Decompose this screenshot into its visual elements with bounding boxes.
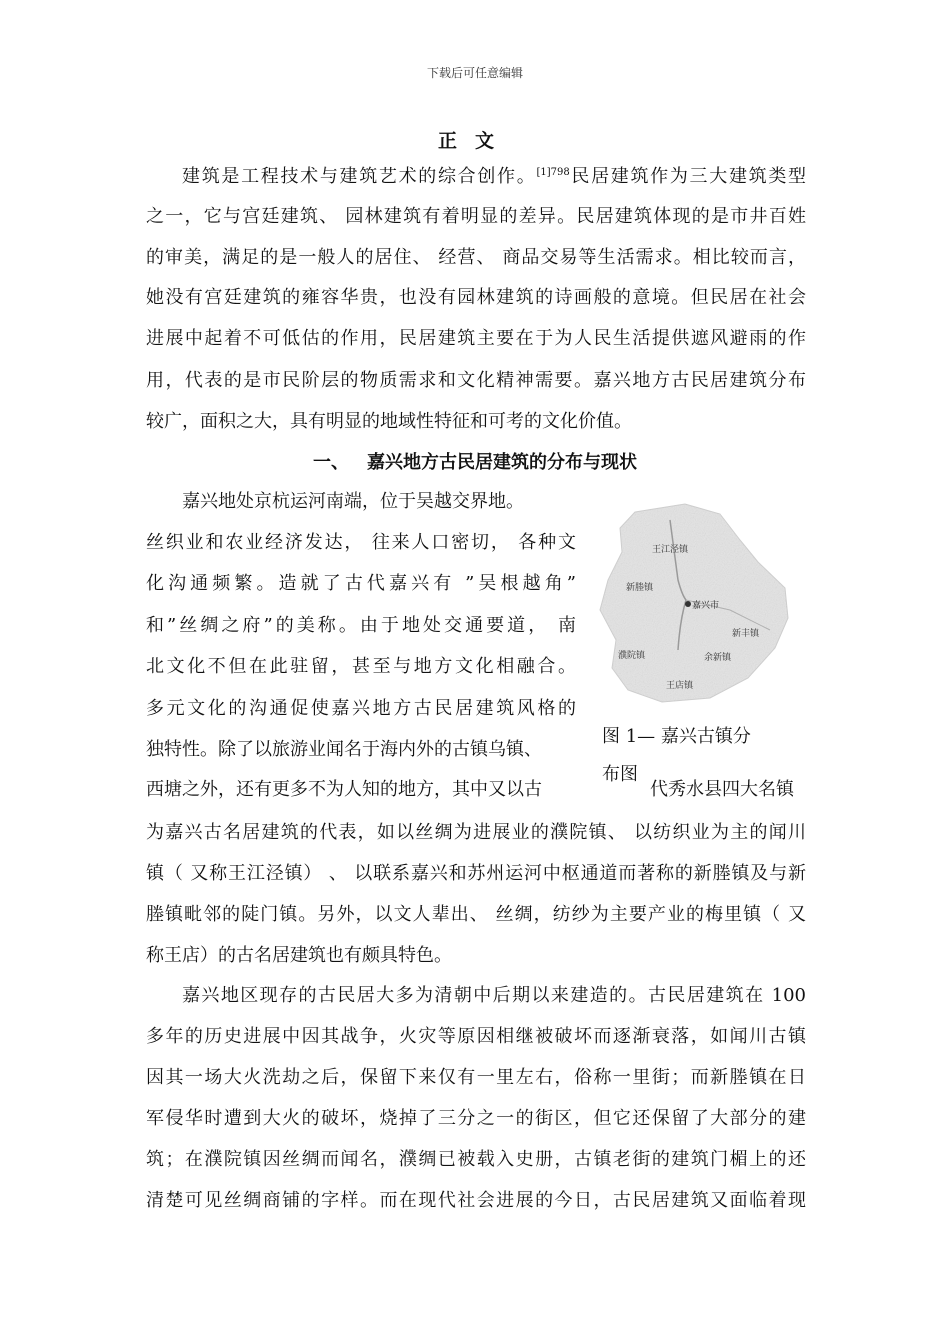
figure-caption: 图 1— 嘉兴古镇分 (602, 726, 751, 747)
paragraph-line: 建筑是工程技术与建筑艺术的综合创作。$^{[1]798}$民居建筑作为三大建筑类型 (182, 166, 807, 187)
paragraph-line: 和”丝绸之府”的美称。由于地处交通要道， 南 (146, 615, 576, 636)
page-title: 正文 (437, 130, 512, 152)
map-label-xinfeng: 新丰镇 (732, 629, 760, 639)
paragraph-line: 丝织业和农业经济发达， 往来人口密切， 各种文 (146, 532, 576, 553)
paragraph-line: 之一，它与宫廷建筑、 园林建筑有着明显的差异。民居建筑体现的是市井百姓 (146, 206, 806, 227)
paragraph-line: 代秀水县四大名镇 (650, 779, 794, 800)
paragraph-line: 较广，面积之大，具有明显的地域性特征和可考的文化价值。 (146, 411, 632, 432)
paragraph-line: 用，代表的是市民阶层的物质需求和文化精神需要。嘉兴地方古民居建筑分布 (146, 370, 806, 391)
map-label-wangjiangjing: 王江泾镇 (652, 545, 689, 555)
figure-caption: 布图 (602, 764, 638, 785)
jiaxing-town-map (590, 500, 790, 705)
section-heading: 一、 嘉兴地方古民居建筑的分布与现状 (313, 452, 637, 473)
paragraph-line: 镇（ 又称王江泾镇） 、 以联系嘉兴和苏州运河中枢通道而著称的新塍镇及与新 (146, 863, 806, 884)
city-marker-icon (685, 601, 691, 607)
paragraph-line: 为嘉兴古名居建筑的代表，如以丝绸为进展业的濮院镇、 以纺织业为主的闻川 (146, 822, 806, 843)
map-label-yuxin: 余新镇 (704, 653, 732, 663)
paragraph-line: 多年的历史进展中因其战争，火灾等原因相继被破坏而逐渐衰落，如闻川古镇 (146, 1026, 806, 1047)
paragraph-line: 军侵华时遭到大火的破坏，烧掉了三分之一的街区，但它还保留了大部分的建 (146, 1108, 806, 1129)
map-label-puyuan: 濮院镇 (618, 651, 646, 661)
map-label-wangdian: 王店镇 (666, 681, 694, 691)
paragraph-line: 塍镇毗邻的陡门镇。另外，以文人辈出、 丝绸，纺纱为主要产业的梅里镇（ 又 (146, 904, 806, 925)
paragraph-line: 她没有宫廷建筑的雍容华贵，也没有园林建筑的诗画般的意境。但民居在社会 (146, 287, 806, 308)
paragraph-line: 独特性。除了以旅游业闻名于海内外的古镇乌镇、 (146, 739, 542, 760)
paragraph-line: 进展中起着不可低估的作用，民居建筑主要在于为人民生活提供遮风避雨的作 (146, 328, 806, 349)
paragraph-line: 嘉兴地处京杭运河南端，位于吴越交界地。 (182, 491, 524, 512)
page-header: 下载后可任意编辑 (426, 66, 523, 80)
paragraph-line: 嘉兴地区现存的古民居大多为清朝中后期以来建造的。古民居建筑在 100 (182, 985, 806, 1006)
paragraph-line: 西塘之外，还有更多不为人知的地方，其中又以古 (146, 779, 542, 800)
paragraph-line: 的审美，满足的是一般人的居住、 经营、 商品交易等生活需求。相比较而言， (146, 247, 806, 268)
citation-superscript: [1]798 (536, 167, 570, 178)
map-label-jiaxing: 嘉兴市 (692, 601, 720, 611)
paragraph-line: 多元文化的沟通促使嘉兴地方古民居建筑风格的 (146, 698, 576, 719)
paragraph-line: 筑；在濮院镇因丝绸而闻名，濮绸已被载入史册，古镇老街的建筑门楣上的还 (146, 1149, 806, 1170)
map-label-xinsheng: 新塍镇 (626, 583, 654, 593)
paragraph-line: 因其一场大火洗劫之后，保留下来仅有一里左右，俗称一里街；而新塍镇在日 (146, 1067, 806, 1088)
paragraph-line: 化沟通频繁。造就了古代嘉兴有 ”吴根越角” (146, 573, 576, 594)
paragraph-line: 称王店）的古名居建筑也有颇具特色。 (146, 945, 452, 966)
paragraph-line: 清楚可见丝绸商铺的字样。而在现代社会进展的今日，古民居建筑又面临着现 (146, 1190, 806, 1211)
paragraph-line: 北文化不但在此驻留，甚至与地方文化相融合。 (146, 656, 576, 677)
